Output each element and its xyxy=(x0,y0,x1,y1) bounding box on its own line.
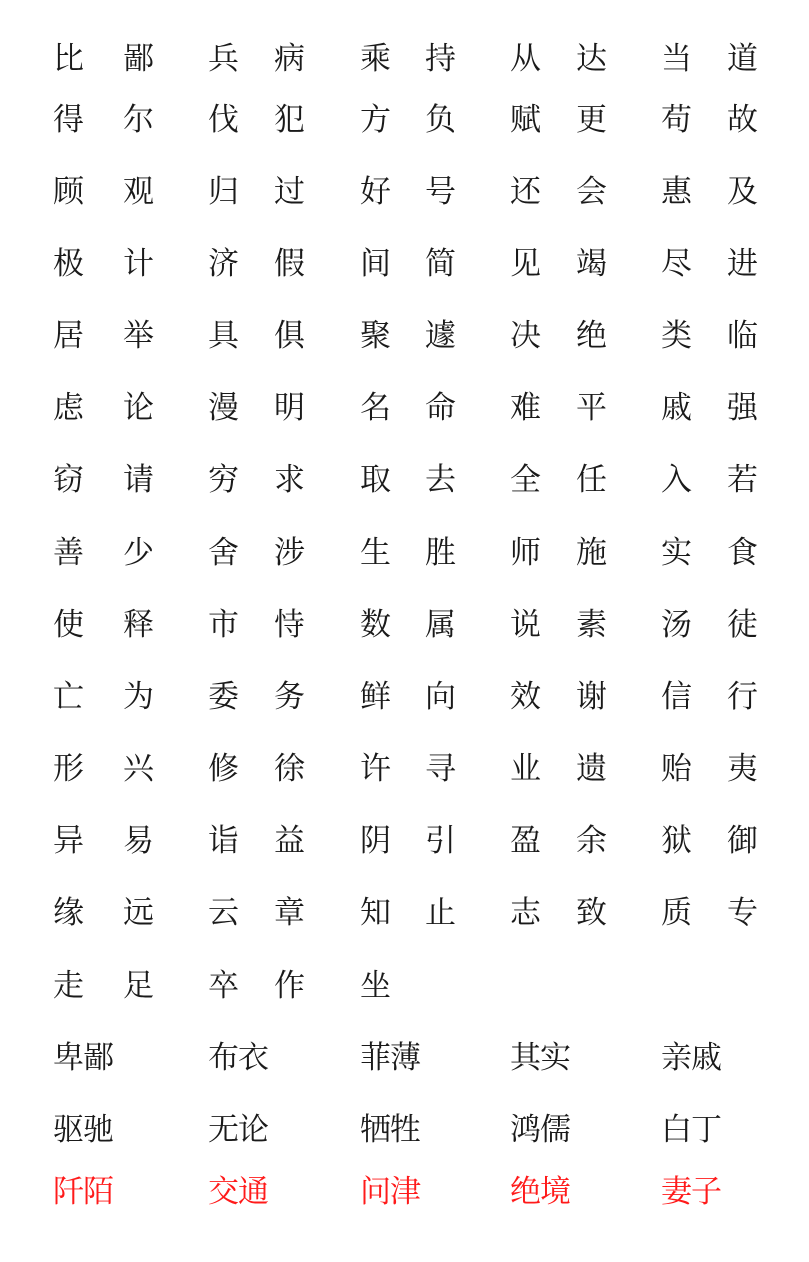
char: 决 xyxy=(510,318,541,354)
char: 达 xyxy=(576,41,607,77)
char: 病 xyxy=(274,41,305,77)
char: 观 xyxy=(123,174,154,210)
char: 更 xyxy=(576,102,607,138)
char: 实 xyxy=(661,535,692,571)
char-row-14 xyxy=(0,966,809,1006)
char: 持 xyxy=(425,41,456,77)
word: 亲戚 xyxy=(661,1040,721,1076)
char-row-5 xyxy=(0,316,809,356)
char: 章 xyxy=(274,895,305,931)
char: 间 xyxy=(360,246,391,282)
char: 平 xyxy=(576,390,607,426)
char: 生 xyxy=(360,535,391,571)
char: 说 xyxy=(510,607,541,643)
word: 卑鄙 xyxy=(53,1040,113,1076)
char: 阴 xyxy=(360,823,391,859)
char: 盈 xyxy=(510,823,541,859)
char: 引 xyxy=(425,823,456,859)
char: 惠 xyxy=(661,174,692,210)
highlighted-word-row xyxy=(0,1172,809,1212)
char: 临 xyxy=(727,318,758,354)
word: 白丁 xyxy=(661,1112,721,1148)
word: 牺牲 xyxy=(360,1112,420,1148)
word: 驱驰 xyxy=(53,1112,113,1148)
char: 夷 xyxy=(727,751,758,787)
char: 穷 xyxy=(208,462,239,498)
char: 戚 xyxy=(661,390,692,426)
highlighted-word: 交通 xyxy=(208,1174,268,1210)
char: 止 xyxy=(425,895,456,931)
char: 得 xyxy=(53,102,84,138)
char: 极 xyxy=(53,246,84,282)
char: 伐 xyxy=(208,102,239,138)
char: 专 xyxy=(727,895,758,931)
char: 比 xyxy=(53,41,84,77)
char: 质 xyxy=(661,895,692,931)
char: 卒 xyxy=(208,968,239,1004)
char: 徐 xyxy=(274,751,305,787)
char: 鲜 xyxy=(360,679,391,715)
char: 名 xyxy=(360,390,391,426)
char: 好 xyxy=(360,174,391,210)
char: 使 xyxy=(53,607,84,643)
char: 向 xyxy=(425,679,456,715)
char: 信 xyxy=(661,679,692,715)
char: 恃 xyxy=(274,607,305,643)
char: 绝 xyxy=(576,318,607,354)
char: 为 xyxy=(123,679,154,715)
char: 施 xyxy=(576,535,607,571)
char: 舍 xyxy=(208,535,239,571)
char: 请 xyxy=(123,462,154,498)
char: 志 xyxy=(510,895,541,931)
char-row-13 xyxy=(0,893,809,933)
char: 漫 xyxy=(208,390,239,426)
char: 道 xyxy=(727,41,758,77)
char: 号 xyxy=(425,174,456,210)
word-row-2 xyxy=(0,1110,809,1150)
char: 任 xyxy=(576,462,607,498)
char: 汤 xyxy=(661,607,692,643)
char-row-2 xyxy=(0,100,809,140)
char: 从 xyxy=(510,41,541,77)
word: 其实 xyxy=(510,1040,570,1076)
char-row-1 xyxy=(0,39,809,79)
char: 济 xyxy=(208,246,239,282)
char: 足 xyxy=(123,968,154,1004)
char: 云 xyxy=(208,895,239,931)
word: 无论 xyxy=(208,1112,268,1148)
char-row-8 xyxy=(0,533,809,573)
char: 会 xyxy=(576,174,607,210)
char: 遗 xyxy=(576,751,607,787)
char: 缘 xyxy=(53,895,84,931)
char: 简 xyxy=(425,246,456,282)
char-row-3 xyxy=(0,172,809,212)
char: 聚 xyxy=(360,318,391,354)
char: 计 xyxy=(123,246,154,282)
char: 故 xyxy=(727,102,758,138)
char: 乘 xyxy=(360,41,391,77)
char: 少 xyxy=(123,535,154,571)
char: 假 xyxy=(274,246,305,282)
char: 过 xyxy=(274,174,305,210)
char: 尽 xyxy=(661,246,692,282)
char: 师 xyxy=(510,535,541,571)
char: 数 xyxy=(360,607,391,643)
word: 菲薄 xyxy=(360,1040,420,1076)
char: 难 xyxy=(510,390,541,426)
char: 进 xyxy=(727,246,758,282)
char-row-7 xyxy=(0,460,809,500)
char: 归 xyxy=(208,174,239,210)
highlighted-word: 阡陌 xyxy=(53,1174,113,1210)
char: 窃 xyxy=(53,462,84,498)
char: 赋 xyxy=(510,102,541,138)
char: 市 xyxy=(208,607,239,643)
char: 类 xyxy=(661,318,692,354)
char: 许 xyxy=(360,751,391,787)
char: 务 xyxy=(274,679,305,715)
char: 委 xyxy=(208,679,239,715)
char: 属 xyxy=(425,607,456,643)
char: 论 xyxy=(123,390,154,426)
char-row-6 xyxy=(0,388,809,428)
char: 易 xyxy=(123,823,154,859)
char: 御 xyxy=(727,823,758,859)
char: 命 xyxy=(425,390,456,426)
char: 入 xyxy=(661,462,692,498)
char: 徒 xyxy=(727,607,758,643)
char: 形 xyxy=(53,751,84,787)
char: 全 xyxy=(510,462,541,498)
char: 益 xyxy=(274,823,305,859)
char: 致 xyxy=(576,895,607,931)
char: 谢 xyxy=(576,679,607,715)
char: 行 xyxy=(727,679,758,715)
char: 求 xyxy=(274,462,305,498)
char: 去 xyxy=(425,462,456,498)
char: 虑 xyxy=(53,390,84,426)
char: 释 xyxy=(123,607,154,643)
char: 贻 xyxy=(661,751,692,787)
char: 竭 xyxy=(576,246,607,282)
char: 取 xyxy=(360,462,391,498)
char: 遽 xyxy=(425,318,456,354)
char: 举 xyxy=(123,318,154,354)
char: 素 xyxy=(576,607,607,643)
char: 兵 xyxy=(208,41,239,77)
char: 若 xyxy=(727,462,758,498)
char: 食 xyxy=(727,535,758,571)
char: 见 xyxy=(510,246,541,282)
char: 余 xyxy=(576,823,607,859)
char: 远 xyxy=(123,895,154,931)
highlighted-word: 妻子 xyxy=(661,1174,721,1210)
char-row-11 xyxy=(0,749,809,789)
char: 效 xyxy=(510,679,541,715)
word: 鸿儒 xyxy=(510,1112,570,1148)
char: 负 xyxy=(425,102,456,138)
char-row-9 xyxy=(0,605,809,645)
char-row-10 xyxy=(0,677,809,717)
highlighted-word: 绝境 xyxy=(510,1174,570,1210)
char: 强 xyxy=(727,390,758,426)
char: 俱 xyxy=(274,318,305,354)
char: 胜 xyxy=(425,535,456,571)
char: 尔 xyxy=(123,102,154,138)
char: 兴 xyxy=(123,751,154,787)
char: 居 xyxy=(53,318,84,354)
char: 知 xyxy=(360,895,391,931)
char: 还 xyxy=(510,174,541,210)
char-row-4 xyxy=(0,244,809,284)
char: 及 xyxy=(727,174,758,210)
char: 善 xyxy=(53,535,84,571)
char: 诣 xyxy=(208,823,239,859)
char: 修 xyxy=(208,751,239,787)
char: 业 xyxy=(510,751,541,787)
char: 具 xyxy=(208,318,239,354)
char: 当 xyxy=(661,41,692,77)
char: 明 xyxy=(274,390,305,426)
char: 苟 xyxy=(661,102,692,138)
char: 作 xyxy=(274,968,305,1004)
char: 走 xyxy=(53,968,84,1004)
char: 鄙 xyxy=(123,41,154,77)
char: 涉 xyxy=(274,535,305,571)
char: 寻 xyxy=(425,751,456,787)
highlighted-word: 问津 xyxy=(360,1174,420,1210)
char-row-12 xyxy=(0,821,809,861)
word-row-1 xyxy=(0,1038,809,1078)
char: 异 xyxy=(53,823,84,859)
char: 亡 xyxy=(53,679,84,715)
char: 坐 xyxy=(360,968,391,1004)
char: 犯 xyxy=(274,102,305,138)
char: 狱 xyxy=(661,823,692,859)
char: 顾 xyxy=(53,174,84,210)
word: 布衣 xyxy=(208,1040,268,1076)
char: 方 xyxy=(360,102,391,138)
